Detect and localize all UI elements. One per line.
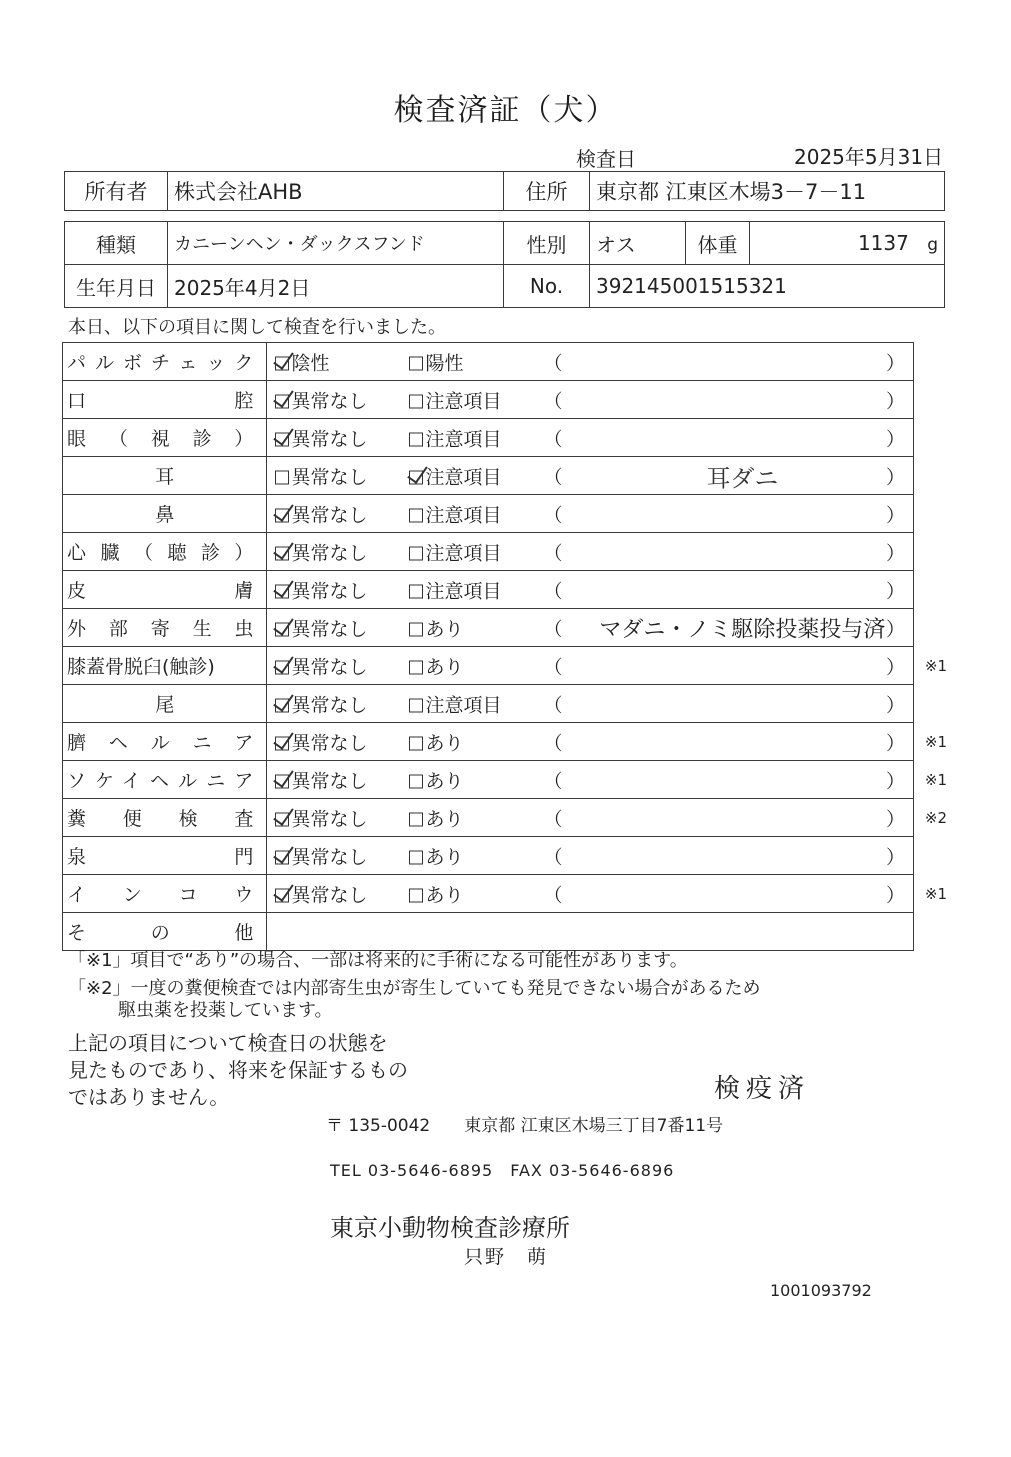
paren-close: ）: [885, 618, 905, 640]
checkbox-icon: [409, 394, 423, 408]
option-abnormal-label: あり: [425, 732, 464, 754]
checkbox-icon: [409, 850, 423, 864]
check-result-cell: [267, 761, 947, 799]
paren-close: ）: [885, 846, 905, 868]
option-normal-label: 異常なし: [291, 542, 368, 564]
paren-open: （: [543, 390, 563, 412]
check-result-cell: [267, 533, 914, 571]
paren-open: （: [543, 352, 563, 374]
checked-box-icon: [275, 660, 289, 674]
no-value: 392145001515321: [590, 265, 945, 308]
option-normal-label: 異常なし: [291, 770, 368, 792]
exam-check-table: [62, 342, 947, 951]
option-normal: [275, 462, 367, 489]
paren-close: ）: [885, 390, 905, 412]
paren-close: ）: [885, 694, 905, 716]
check-result-cell: [267, 419, 914, 457]
paren-close: ）: [885, 542, 905, 564]
checked-box-icon: [275, 508, 289, 522]
option-abnormal-label: あり: [425, 656, 464, 678]
other-value: [267, 913, 914, 951]
breed-value: カニーンヘン・ダックスフンド: [168, 222, 504, 265]
option-abnormal-label: 注意項目: [425, 580, 502, 602]
exam-date: 2025年5月31日: [794, 145, 944, 169]
option-normal-label: 異常なし: [291, 694, 368, 716]
option-normal: [275, 614, 367, 641]
exam-date-label: 検査日: [576, 147, 636, 171]
sex-label: 性別: [504, 222, 590, 265]
checked-box-icon: [275, 736, 289, 750]
paren-close: ）: [885, 580, 905, 602]
paren-close: ）: [885, 656, 905, 678]
check-row: [63, 837, 914, 875]
paren-open: （: [543, 504, 563, 526]
check-item-label: パルボチェック: [63, 343, 267, 381]
address-label: 住所: [504, 172, 590, 211]
option-normal: [275, 576, 367, 603]
checkbox-icon: [409, 660, 423, 674]
option-abnormal: [409, 766, 463, 793]
option-normal-label: 異常なし: [291, 390, 368, 412]
option-abnormal-label: 注意項目: [425, 428, 502, 450]
option-abnormal: [409, 842, 463, 869]
check-result-cell: [267, 457, 914, 495]
paren-close: ）: [885, 732, 905, 754]
option-abnormal-label: あり: [425, 884, 464, 906]
option-normal: [275, 690, 367, 717]
paren-open: （: [543, 846, 563, 868]
paren-open: （: [543, 618, 563, 640]
option-abnormal: [409, 880, 463, 907]
check-row: [63, 571, 914, 609]
clinic-name: 東京小動物検査診療所: [330, 1214, 570, 1242]
option-normal: [275, 348, 329, 375]
check-result-cell: [267, 685, 914, 723]
check-result-cell: [267, 495, 914, 533]
option-normal: [275, 424, 367, 451]
disclaimer-line2: 見たものであり、将来を保証するもの: [68, 1058, 408, 1082]
option-normal-label: 異常なし: [291, 808, 368, 830]
side-note-mark: ※1: [924, 884, 947, 903]
check-result-cell: [267, 609, 914, 647]
check-remark: 耳ダニ: [706, 464, 779, 492]
check-row: [63, 875, 914, 913]
document-number: 1001093792: [770, 1281, 872, 1300]
check-item-label: インコウ: [63, 875, 267, 913]
checkbox-icon: [409, 812, 423, 826]
checked-box-icon: [275, 432, 289, 446]
checked-box-icon: [275, 546, 289, 560]
option-normal-label: 異常なし: [291, 580, 368, 602]
check-item-label: ソケイヘルニア: [63, 761, 267, 799]
option-normal: [275, 804, 367, 831]
check-result-cell: [267, 875, 947, 913]
option-normal: [275, 880, 367, 907]
paren-close: ）: [885, 884, 905, 906]
checked-box-icon: [275, 356, 289, 370]
option-abnormal-label: 注意項目: [425, 542, 502, 564]
paren-open: （: [543, 466, 563, 488]
check-item-label: 膝蓋骨脱臼(触診): [63, 647, 267, 685]
check-row: [63, 495, 914, 533]
option-normal: [275, 842, 367, 869]
option-normal: [275, 538, 367, 565]
check-result-cell: [267, 381, 914, 419]
option-normal: [275, 652, 367, 679]
paren-close: ）: [885, 428, 905, 450]
weight-cell: [750, 222, 945, 265]
option-normal-label: 異常なし: [291, 618, 368, 640]
option-abnormal-label: 注意項目: [425, 390, 502, 412]
paren-open: （: [543, 732, 563, 754]
paren-close: ）: [885, 770, 905, 792]
address-value: 東京都 江東区木場3－7－11: [590, 172, 945, 211]
birth-value: 2025年4月2日: [168, 265, 504, 308]
check-row: [63, 533, 914, 571]
check-row: [63, 457, 914, 495]
option-abnormal: [409, 576, 501, 603]
weight-label: 体重: [686, 222, 750, 265]
paren-close: ）: [885, 808, 905, 830]
check-item-label: 外部寄生虫: [63, 609, 267, 647]
check-item-label: 眼（視診）: [63, 419, 267, 457]
paren-open: （: [543, 770, 563, 792]
option-abnormal: [409, 652, 463, 679]
check-item-label: 皮膚: [63, 571, 267, 609]
option-abnormal: [409, 500, 501, 527]
checked-box-icon: [275, 812, 289, 826]
check-row: [63, 343, 914, 381]
option-normal-label: 異常なし: [291, 504, 368, 526]
owner-value: 株式会社AHB: [168, 172, 504, 211]
option-abnormal: [409, 424, 501, 451]
check-item-label: 尾: [63, 685, 267, 723]
weight-value: 1137: [857, 231, 909, 255]
option-normal: [275, 766, 367, 793]
checked-box-icon: [409, 470, 423, 484]
paren-open: （: [543, 694, 563, 716]
option-normal-label: 異常なし: [291, 656, 368, 678]
check-row: [63, 761, 914, 799]
option-abnormal-label: あり: [425, 846, 464, 868]
option-abnormal-label: 注意項目: [425, 504, 502, 526]
pet-info-table: [64, 221, 945, 308]
checked-box-icon: [275, 394, 289, 408]
paren-open: （: [543, 884, 563, 906]
check-result-cell: [267, 799, 947, 837]
check-remark: マダニ・ノミ駆除投薬投与済: [599, 617, 886, 642]
check-result-cell: [267, 647, 947, 685]
note-2-line1: 「※2」一度の糞便検査では内部寄生虫が寄生していても発見できない場合があるため: [68, 978, 761, 999]
option-abnormal-label: 注意項目: [425, 466, 502, 488]
option-abnormal: [409, 728, 463, 755]
checkbox-icon: [409, 698, 423, 712]
option-normal: [275, 500, 367, 527]
checked-box-icon: [275, 584, 289, 598]
checked-box-icon: [275, 888, 289, 902]
option-abnormal: [409, 386, 501, 413]
check-row: [63, 609, 914, 647]
check-item-label: 鼻: [63, 495, 267, 533]
checked-box-icon: [275, 850, 289, 864]
option-abnormal-label: 注意項目: [425, 694, 502, 716]
option-abnormal-label: あり: [425, 808, 464, 830]
check-item-label: 口腔: [63, 381, 267, 419]
checkbox-icon: [409, 774, 423, 788]
check-row: [63, 723, 914, 761]
owner-table: [64, 171, 945, 211]
option-abnormal-label: 陽性: [425, 352, 464, 374]
option-normal: [275, 728, 367, 755]
check-row: [63, 381, 914, 419]
option-abnormal: [409, 614, 463, 641]
quarantine-stamp: 検疫済: [714, 1074, 811, 1104]
checkbox-icon: [409, 584, 423, 598]
lead-text: 本日、以下の項目に関して検査を行いました。: [68, 317, 446, 338]
option-normal-label: 異常なし: [291, 732, 368, 754]
check-result-cell: [267, 837, 914, 875]
paren-open: （: [543, 580, 563, 602]
option-abnormal: [409, 462, 501, 489]
note-1: 「※1」項目で“あり”の場合、一部は将来的に手術になる可能性があります。: [68, 950, 688, 971]
paren-open: （: [543, 808, 563, 830]
checkbox-icon: [409, 888, 423, 902]
page-title: 検査済証（犬）: [393, 93, 618, 128]
sex-value: オス: [590, 222, 686, 265]
side-note-mark: ※2: [924, 808, 947, 827]
paren-open: （: [543, 542, 563, 564]
breed-label: 種類: [65, 222, 168, 265]
checkbox-icon: [275, 470, 289, 484]
checked-box-icon: [275, 622, 289, 636]
paren-close: ）: [885, 504, 905, 526]
checkbox-icon: [409, 356, 423, 370]
clinic-tel-fax: TEL 03-5646-6895 FAX 03-5646-6896: [330, 1161, 675, 1180]
checkbox-icon: [409, 432, 423, 446]
checkbox-icon: [409, 736, 423, 750]
option-abnormal: [409, 538, 501, 565]
check-item-label: 糞便検査: [63, 799, 267, 837]
option-abnormal: [409, 804, 463, 831]
option-abnormal-label: あり: [425, 770, 464, 792]
checked-box-icon: [275, 698, 289, 712]
paren-open: （: [543, 656, 563, 678]
checked-box-icon: [275, 774, 289, 788]
check-row: [63, 685, 914, 723]
option-abnormal: [409, 690, 501, 717]
doctor-name: 只野 萌: [464, 1246, 549, 1268]
clinic-address: 〒 135-0042 東京都 江東区木場三丁目7番11号: [326, 1116, 724, 1136]
no-label: No.: [504, 265, 590, 308]
check-item-label: 泉門: [63, 837, 267, 875]
disclaimer: [68, 1030, 408, 1111]
check-item-label: 臍ヘルニア: [63, 723, 267, 761]
owner-label: 所有者: [65, 172, 168, 211]
check-result-cell: [267, 571, 914, 609]
paren-open: （: [543, 428, 563, 450]
side-note-mark: ※1: [924, 732, 947, 751]
disclaimer-line1: 上記の項目について検査日の状態を: [68, 1031, 388, 1055]
checkbox-icon: [409, 508, 423, 522]
paren-close: ）: [885, 352, 905, 374]
disclaimer-line3: ではありません。: [68, 1085, 230, 1109]
check-row: [63, 647, 914, 685]
checkbox-icon: [409, 622, 423, 636]
check-result-cell: [267, 723, 947, 761]
weight-unit: g: [927, 235, 938, 255]
option-normal-label: 異常なし: [291, 428, 368, 450]
side-note-mark: ※1: [924, 656, 947, 675]
option-abnormal: [409, 348, 463, 375]
birth-label: 生年月日: [65, 265, 168, 308]
check-row: [63, 419, 914, 457]
side-note-mark: ※1: [924, 770, 947, 789]
paren-close: ）: [885, 466, 905, 488]
option-abnormal-label: あり: [425, 618, 464, 640]
option-normal: [275, 386, 367, 413]
check-item-label: 耳: [63, 457, 267, 495]
option-normal-label: 異常なし: [291, 846, 368, 868]
check-result-cell: [267, 343, 914, 381]
note-2-line2: 駆虫薬を投薬しています。: [118, 1000, 333, 1021]
option-normal-label: 異常なし: [291, 884, 368, 906]
check-item-label: 心臓（聴診）: [63, 533, 267, 571]
check-row: [63, 799, 914, 837]
option-normal-label: 異常なし: [291, 466, 368, 488]
checkbox-icon: [409, 546, 423, 560]
option-normal-label: 陰性: [291, 352, 330, 374]
other-label: その他: [63, 913, 267, 951]
